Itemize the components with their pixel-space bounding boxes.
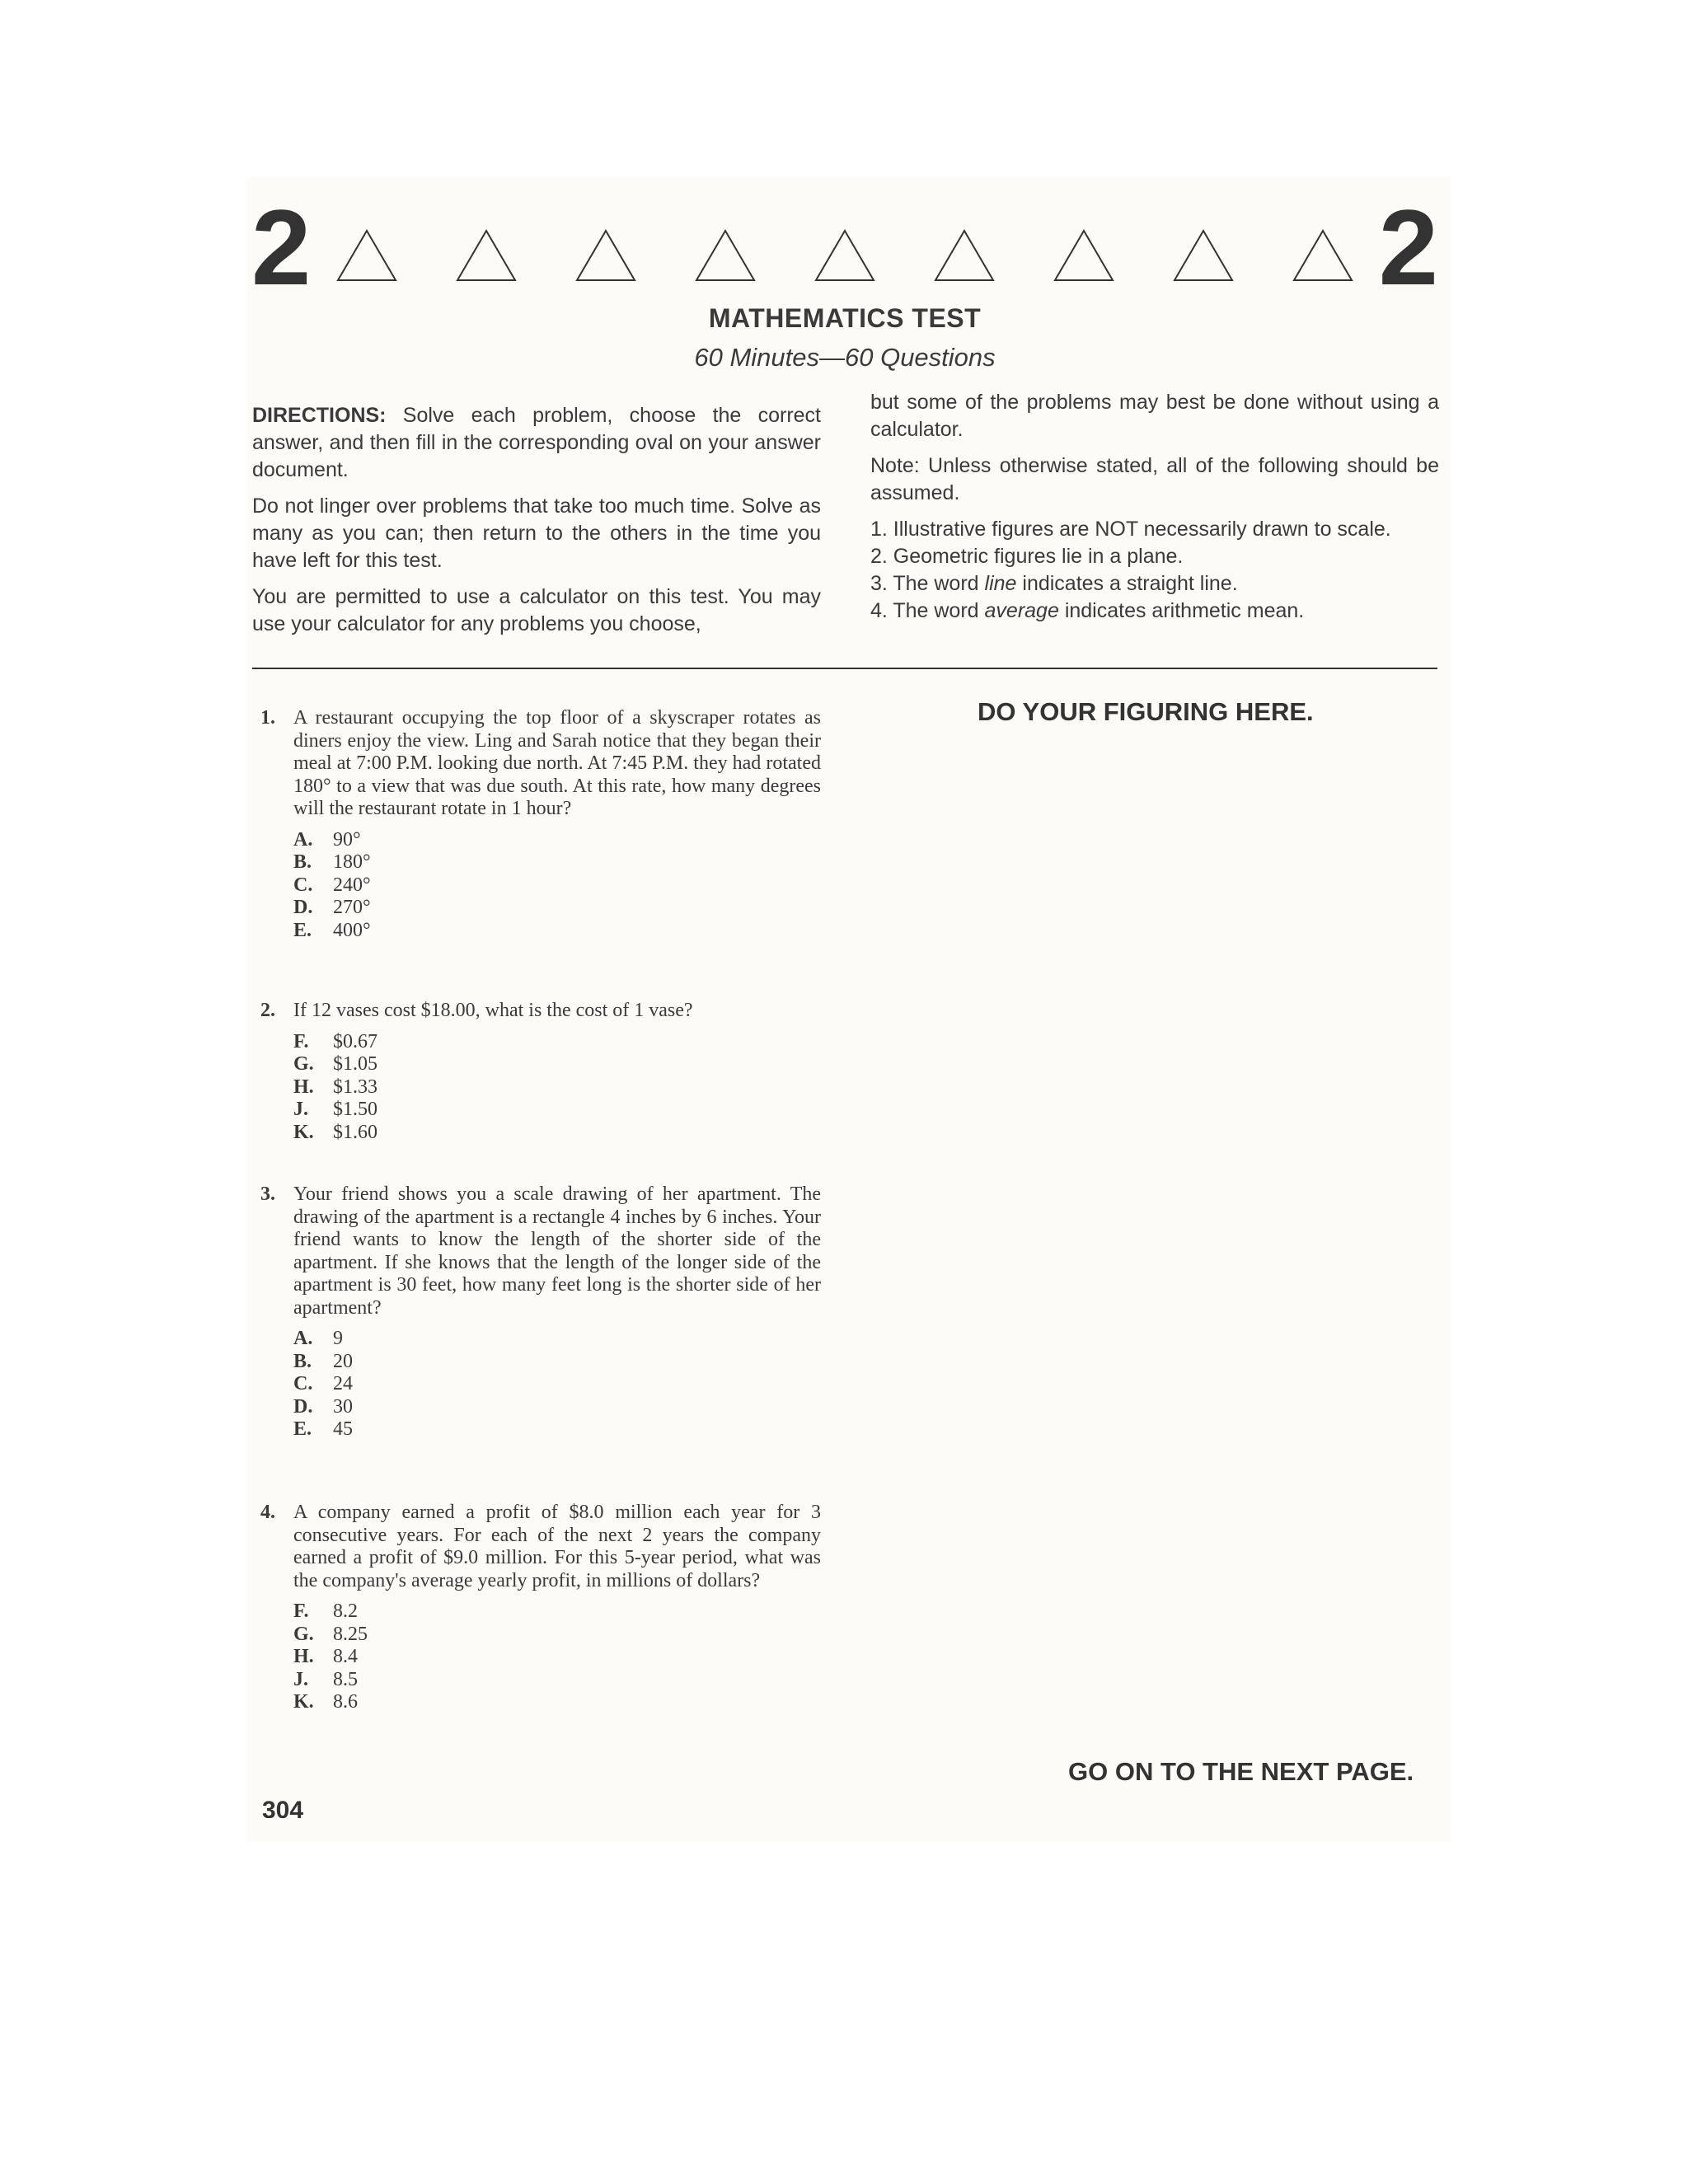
answer-choice[interactable]: K. $1.60 — [293, 1121, 377, 1143]
answer-choices — [293, 1328, 821, 1441]
triangle-icon — [1292, 228, 1354, 283]
section-divider — [252, 668, 1437, 669]
directions-text-1: Solve each problem, choose the correct answer, and then fill in the corresponding oval on your answer document. — [252, 404, 822, 481]
section-number-left: 2 — [251, 187, 312, 307]
answer-choice[interactable]: D. 270° — [293, 897, 371, 918]
question-stem: A company earned a profit of $8.0 million each year for 3 consecutive years. For each of the next 2 years the company earned a profit of $9.0 million. For this 5-year period, what was the company's average yearly profit, in millions of dollars? — [293, 1502, 821, 1591]
section-number-right: 2 — [1378, 187, 1438, 307]
answer-choice[interactable]: B. 180° — [293, 851, 371, 873]
answer-choice[interactable]: E. 400° — [293, 919, 371, 941]
question-number: 4. — [260, 1502, 275, 1523]
question-number: 3. — [260, 1183, 275, 1205]
answer-choices — [293, 829, 821, 943]
question-stem: Your friend shows you a scale drawing of her apartment. The drawing of the apartment is a rectangle 4 inches by 6 inches. Your friend wants to know the length of the shorter side of the apartment. If she knows that the length of the longer side of the apartment is 30 feet, how many feet long is the shorter side of her apartment? — [293, 1183, 821, 1319]
directions-right — [870, 389, 1439, 625]
triangle-icon — [1172, 228, 1235, 283]
triangle-icon — [335, 228, 398, 283]
page-number: 304 — [262, 1797, 304, 1818]
answer-choice[interactable]: G. 8.25 — [293, 1623, 368, 1645]
answer-choice[interactable]: D. 30 — [293, 1395, 353, 1418]
answer-choice[interactable]: F. $0.67 — [293, 1030, 377, 1052]
answer-choice[interactable]: A. 90° — [293, 828, 361, 851]
answer-choice[interactable]: B. 20 — [293, 1350, 353, 1372]
answer-choice[interactable]: J. 8.5 — [293, 1668, 358, 1690]
answer-choice[interactable]: F. 8.2 — [293, 1601, 358, 1622]
directions-left — [252, 402, 821, 647]
assumptions-list — [870, 516, 1439, 625]
directions-lead: DIRECTIONS: — [252, 404, 387, 427]
question-number: 1. — [260, 707, 275, 729]
test-title: MATHEMATICS TEST — [708, 303, 982, 333]
answer-choice[interactable]: J. $1.50 — [293, 1099, 377, 1120]
question-2 — [260, 1000, 821, 1144]
answer-choice[interactable]: H. $1.33 — [293, 1076, 377, 1098]
directions-paragraph-3: You are permitted to use a calculator on this test. You may use your calculator for any problems you choose, — [252, 585, 821, 635]
triangle-icon — [814, 228, 876, 283]
assumption-item: 1. Illustrative figures are NOT necessarily drawn to scale. — [870, 518, 1391, 541]
test-subtitle: 60 Minutes—60 Questions — [694, 343, 996, 372]
triangle-icon — [455, 228, 518, 283]
assumption-item: 3. The word line indicates a straight line. — [870, 572, 1238, 595]
answer-choices — [293, 1601, 821, 1714]
answer-choice[interactable]: E. 45 — [293, 1418, 353, 1440]
question-number: 2. — [260, 1000, 275, 1021]
answer-choice[interactable]: H. 8.4 — [293, 1646, 358, 1667]
assumption-item: 4. The word average indicates arithmetic mean. — [870, 599, 1305, 622]
answer-choice[interactable]: C. 240° — [293, 874, 371, 896]
question-stem: A restaurant occupying the top floor of a skyscraper rotates as diners enjoy the view. Ling and Sarah notice that they began their meal at 7:00 P.M. looking due north. At 7:45 P.M. they had rotated 180° to a view that was due south. At this rate, how many degrees will the restaurant rotate in 1 hour? — [293, 707, 821, 819]
question-4 — [260, 1502, 821, 1714]
section-header — [251, 187, 1438, 307]
triangle-icon — [694, 228, 757, 283]
assumption-item: 2. Geometric figures lie in a plane. — [870, 545, 1184, 568]
directions-paragraph-2: Do not linger over problems that take too much time. Solve as many as you can; then return to the others in the time you have left for this test. — [252, 494, 821, 572]
next-page-notice: GO ON TO THE NEXT PAGE. — [1068, 1757, 1414, 1786]
directions-paragraph-1 — [252, 402, 821, 484]
question-3 — [260, 1183, 821, 1441]
triangle-icon — [574, 228, 637, 283]
answer-choice[interactable]: G. $1.05 — [293, 1053, 377, 1075]
answer-choices — [293, 1031, 821, 1145]
directions-note: Note: Unless otherwise stated, all of the following should be assumed. — [870, 454, 1439, 504]
question-stem: If 12 vases cost $18.00, what is the cost of 1 vase? — [293, 1000, 693, 1021]
answer-choice[interactable]: C. 24 — [293, 1373, 353, 1394]
triangle-icon — [933, 228, 996, 283]
triangle-divider — [335, 212, 1353, 283]
answer-choice[interactable]: A. 9 — [293, 1328, 343, 1349]
figuring-area-label: DO YOUR FIGURING HERE. — [978, 697, 1314, 726]
question-1 — [260, 707, 821, 942]
answer-choice[interactable]: K. 8.6 — [293, 1691, 358, 1713]
directions-paragraph-4: but some of the problems may best be done without using a calculator. — [870, 391, 1439, 441]
triangle-icon — [1053, 228, 1115, 283]
